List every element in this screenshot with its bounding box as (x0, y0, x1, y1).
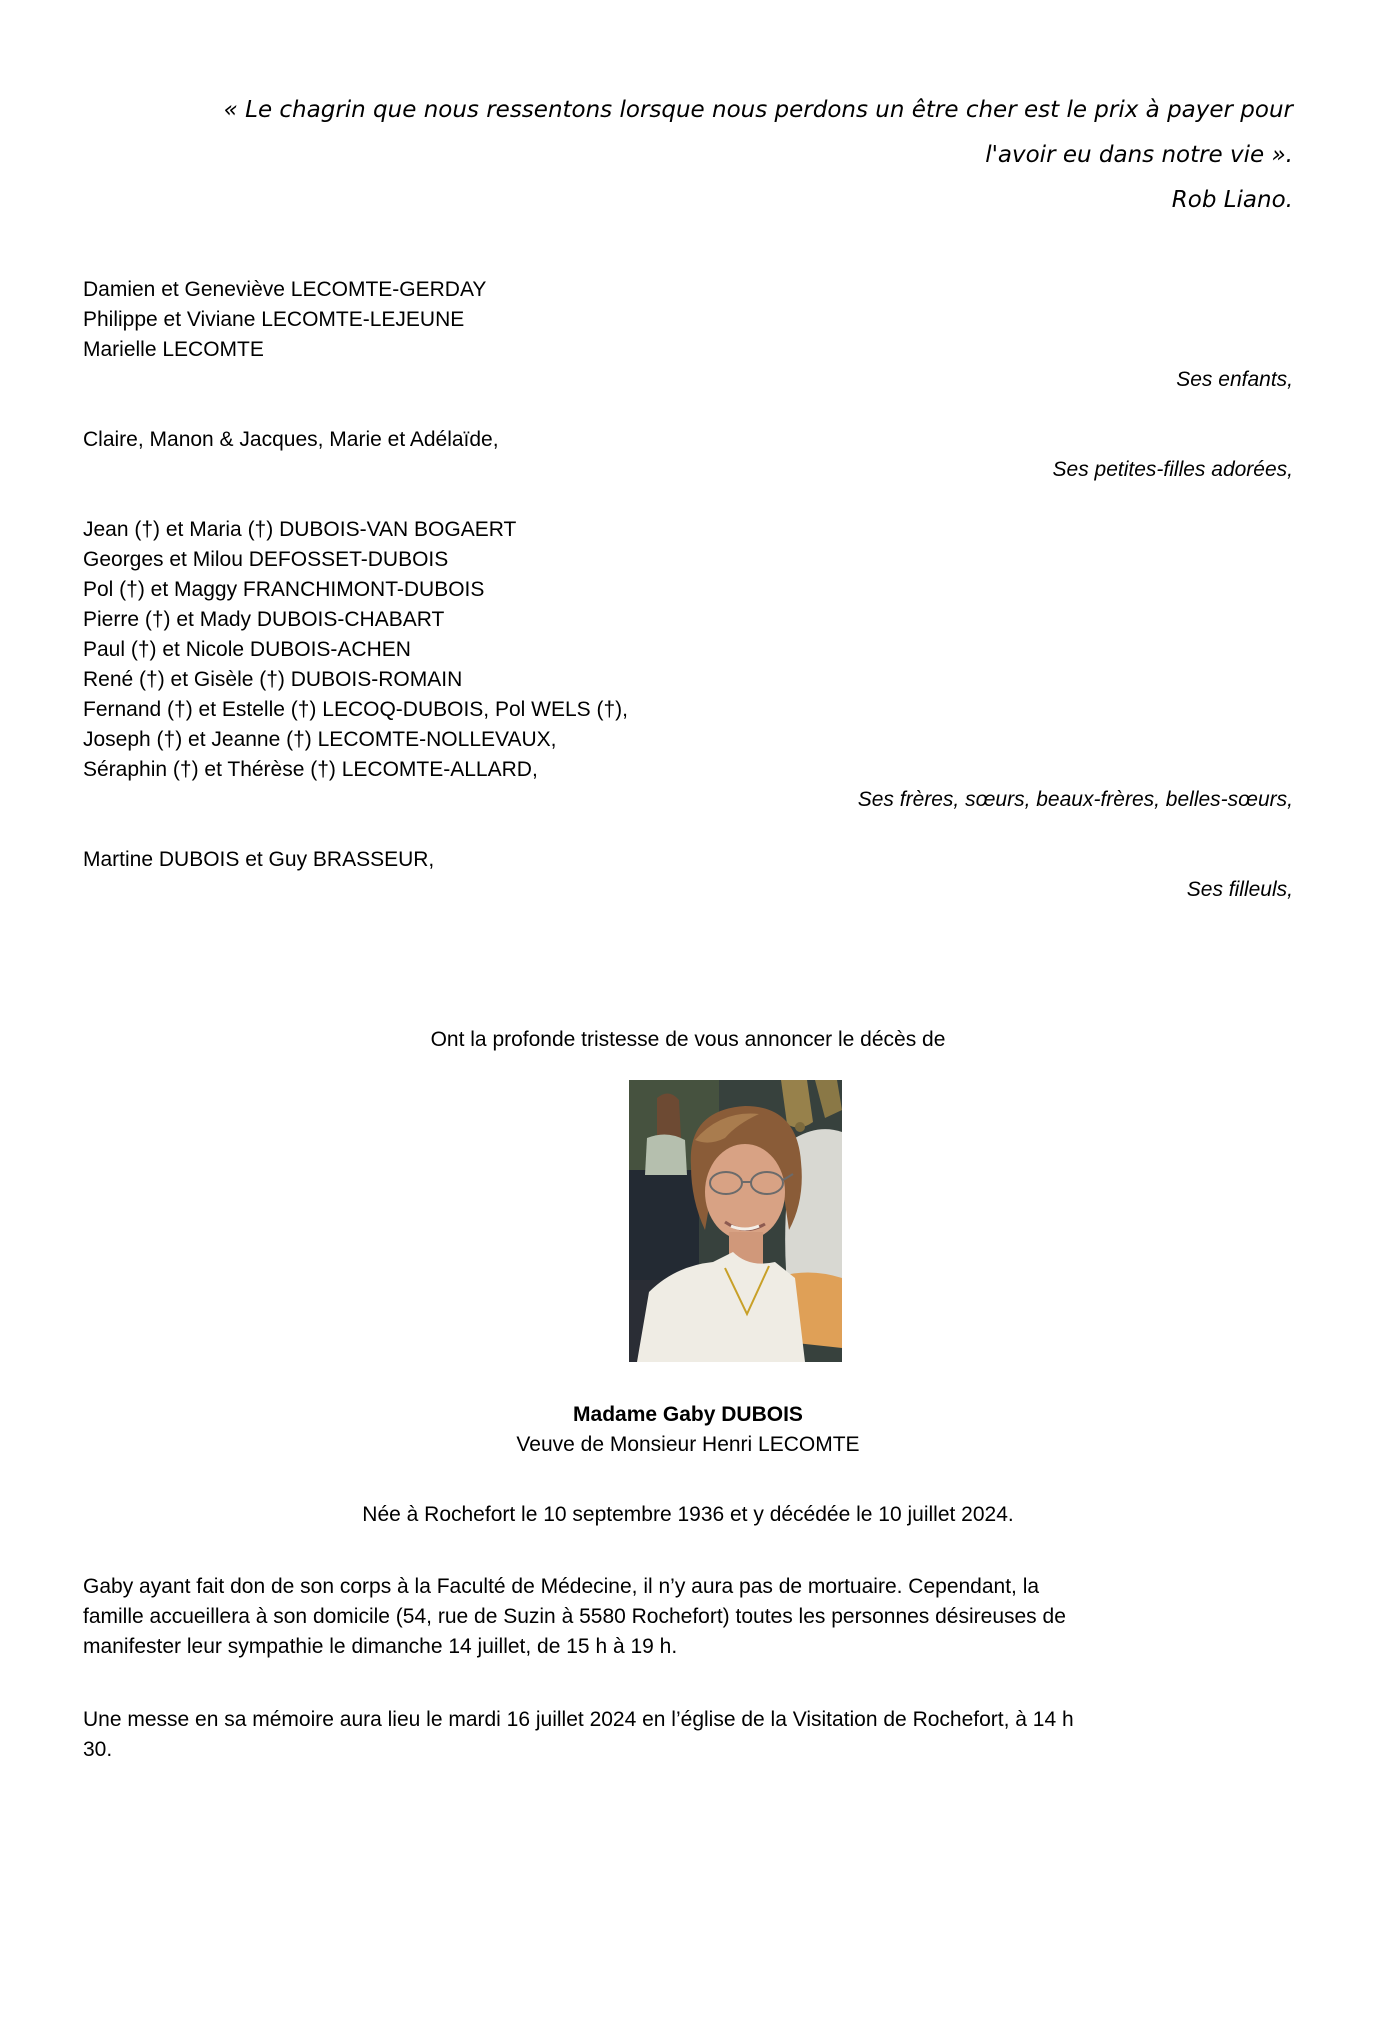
obituary-content (0, 88, 1378, 1765)
family-member-line: Pierre (†) et Mady DUBOIS-CHABART (83, 608, 445, 631)
grandchildren-block (83, 425, 1293, 485)
quote-author: Rob Liano. (1171, 187, 1293, 213)
paragraph-line: Une messe en sa mémoire aura lieu le mardi 16 juillet 2024 en l’église de la Visitation de Rochefort, à 14 h (83, 1708, 1074, 1731)
family-member-line: Pol (†) et Maggy FRANCHIMONT-DUBOIS (83, 578, 485, 601)
quote-line-2: l'avoir eu dans notre vie ». (985, 142, 1293, 168)
family-member-line: Damien et Geneviève LECOMTE-GERDAY (83, 278, 487, 301)
family-member-line: Georges et Milou DEFOSSET-DUBOIS (83, 548, 449, 571)
godchildren-label: Ses filleuls, (1186, 878, 1293, 901)
announcement-intro: Ont la profonde tristesse de vous annoncer le décès de (430, 1028, 946, 1051)
grandchildren-label: Ses petites-filles adorées, (1052, 458, 1293, 481)
opening-quote (83, 88, 1293, 223)
paragraph-line: 30. (83, 1738, 113, 1761)
life-dates-line: Née à Rochefort le 10 septembre 1936 et y décédée le 10 juillet 2024. (362, 1503, 1014, 1526)
quote-line-1: « Le chagrin que nous ressentons lorsque nous perdons un être cher est le prix à payer pour (223, 97, 1293, 123)
siblings-label: Ses frères, sœurs, beaux-frères, belles-sœurs, (857, 788, 1293, 811)
obituary-page (0, 88, 1378, 2037)
deceased-photo-image (629, 1080, 842, 1362)
family-member-line: Martine DUBOIS et Guy BRASSEUR, (83, 848, 435, 871)
paragraph-line: Gaby ayant fait don de son corps à la Faculté de Médecine, il n’y aura pas de mortuaire. Cependant, la (83, 1575, 1040, 1598)
family-member-line: Philippe et Viviane LECOMTE-LEJEUNE (83, 308, 465, 331)
deceased-photo (629, 1080, 842, 1362)
deceased-name: Madame Gaby DUBOIS (573, 1403, 803, 1426)
siblings-block (83, 515, 1293, 815)
family-member-line: Claire, Manon & Jacques, Marie et Adélaïde, (83, 428, 499, 451)
deceased-identity (83, 1400, 1293, 1460)
body-donation-paragraph (83, 1572, 1293, 1662)
paragraph-line: famille accueillera à son domicile (54, rue de Suzin à 5580 Rochefort) toutes les personnes désireuses de (83, 1605, 1066, 1628)
family-member-line: Fernand (†) et Estelle (†) LECOQ-DUBOIS, Pol WELS (†), (83, 698, 628, 721)
family-member-line: Paul (†) et Nicole DUBOIS-ACHEN (83, 638, 411, 661)
paragraph-line: manifester leur sympathie le dimanche 14 juillet, de 15 h à 19 h. (83, 1635, 678, 1658)
family-member-line: Joseph (†) et Jeanne (†) LECOMTE-NOLLEVAUX, (83, 728, 557, 751)
mass-paragraph (83, 1705, 1293, 1765)
family-member-line: René (†) et Gisèle (†) DUBOIS-ROMAIN (83, 668, 463, 691)
family-member-line: Séraphin (†) et Thérèse (†) LECOMTE-ALLARD, (83, 758, 538, 781)
family-member-line: Marielle LECOMTE (83, 338, 264, 361)
godchildren-block (83, 845, 1293, 905)
widow-line: Veuve de Monsieur Henri LECOMTE (516, 1433, 860, 1456)
children-label: Ses enfants, (1176, 368, 1293, 391)
children-block (83, 275, 1293, 395)
family-member-line: Jean (†) et Maria (†) DUBOIS-VAN BOGAERT (83, 518, 517, 541)
